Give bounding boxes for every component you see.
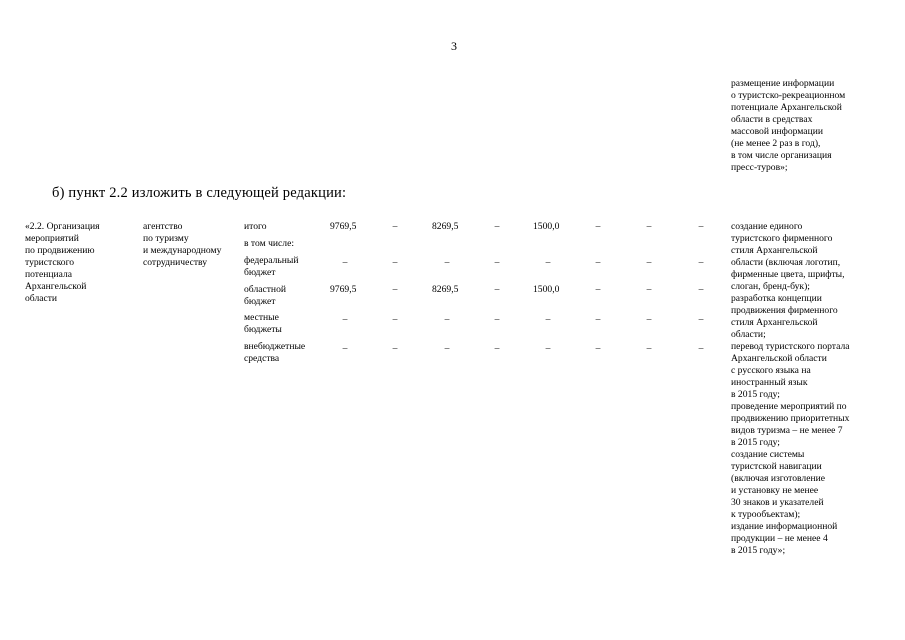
value-cell: 1500,0 — [533, 221, 560, 232]
value-cell: – — [595, 284, 601, 295]
value-cell: – — [494, 257, 500, 268]
value-cell: – — [545, 314, 551, 325]
value-cell: – — [545, 257, 551, 268]
value-cell: – — [392, 284, 398, 295]
source-cell-including: в том числе: — [244, 238, 295, 249]
previous-item-result-text: размещение информации о туристско-рекреационном потенциале Архангельской области в средствах массовой информации (не менее 2 раз в год), в том числе организация пресс-туров»; — [731, 78, 846, 173]
value-cell: – — [342, 257, 348, 268]
value-cell: 9769,5 — [330, 284, 357, 295]
value-cell: 1500,0 — [533, 284, 560, 295]
value-cell: – — [545, 343, 551, 354]
source-cell-regional: областной бюджет — [244, 284, 287, 307]
value-cell: – — [646, 257, 652, 268]
value-cell: – — [646, 284, 652, 295]
value-cell: 8269,5 — [432, 284, 459, 295]
value-cell: 9769,5 — [330, 221, 357, 232]
value-cell: – — [698, 284, 704, 295]
value-cell: – — [646, 343, 652, 354]
value-cell: – — [595, 257, 601, 268]
value-cell: – — [444, 314, 450, 325]
value-cell: – — [392, 257, 398, 268]
executor-cell: агентство по туризму и международному сотрудничеству — [143, 221, 222, 268]
value-cell: – — [494, 284, 500, 295]
value-cell: – — [392, 221, 398, 232]
value-cell: – — [595, 343, 601, 354]
value-cell: – — [392, 314, 398, 325]
value-cell: – — [698, 221, 704, 232]
value-cell: – — [595, 314, 601, 325]
value-cell: – — [646, 221, 652, 232]
expected-result-cell: создание единого туристского фирменного стиля Архангельской области (включая логотип, фирменные цвета, шрифты, слоган, бренд-бук); разработка концепции продвижения фирменного стиля Архангельской области; перевод туристского портала Архангельской области с русского языка на иностранный язык в 2015 году; проведение мероприятий по продвижению приоритетных видов туризма – не менее 7 в 2015 году; создание системы туристской навигации (включая изготовление и установку не менее 30 знаков и указателей к турообъектам); издание информационной продукции – не менее 4 в 2015 году»; — [731, 221, 850, 556]
section-heading: б) пункт 2.2 изложить в следующей редакции: — [52, 185, 347, 201]
value-cell: – — [444, 343, 450, 354]
source-cell-local: местные бюджеты — [244, 312, 282, 335]
measure-cell: «2.2. Организация мероприятий по продвижению туристского потенциала Архангельской области — [25, 221, 100, 304]
value-cell: 8269,5 — [432, 221, 459, 232]
source-cell-extrabudget: внебюджетные средства — [244, 341, 306, 364]
value-cell: – — [342, 314, 348, 325]
value-cell: – — [392, 343, 398, 354]
source-cell-federal: федеральный бюджет — [244, 255, 299, 278]
value-cell: – — [698, 257, 704, 268]
value-cell: – — [646, 314, 652, 325]
value-cell: – — [494, 221, 500, 232]
value-cell: – — [494, 343, 500, 354]
value-cell: – — [698, 314, 704, 325]
value-cell: – — [494, 314, 500, 325]
value-cell: – — [342, 343, 348, 354]
value-cell: – — [595, 221, 601, 232]
page-number: 3 — [451, 39, 457, 53]
value-cell: – — [444, 257, 450, 268]
value-cell: – — [698, 343, 704, 354]
source-cell-total: итого — [244, 221, 267, 232]
